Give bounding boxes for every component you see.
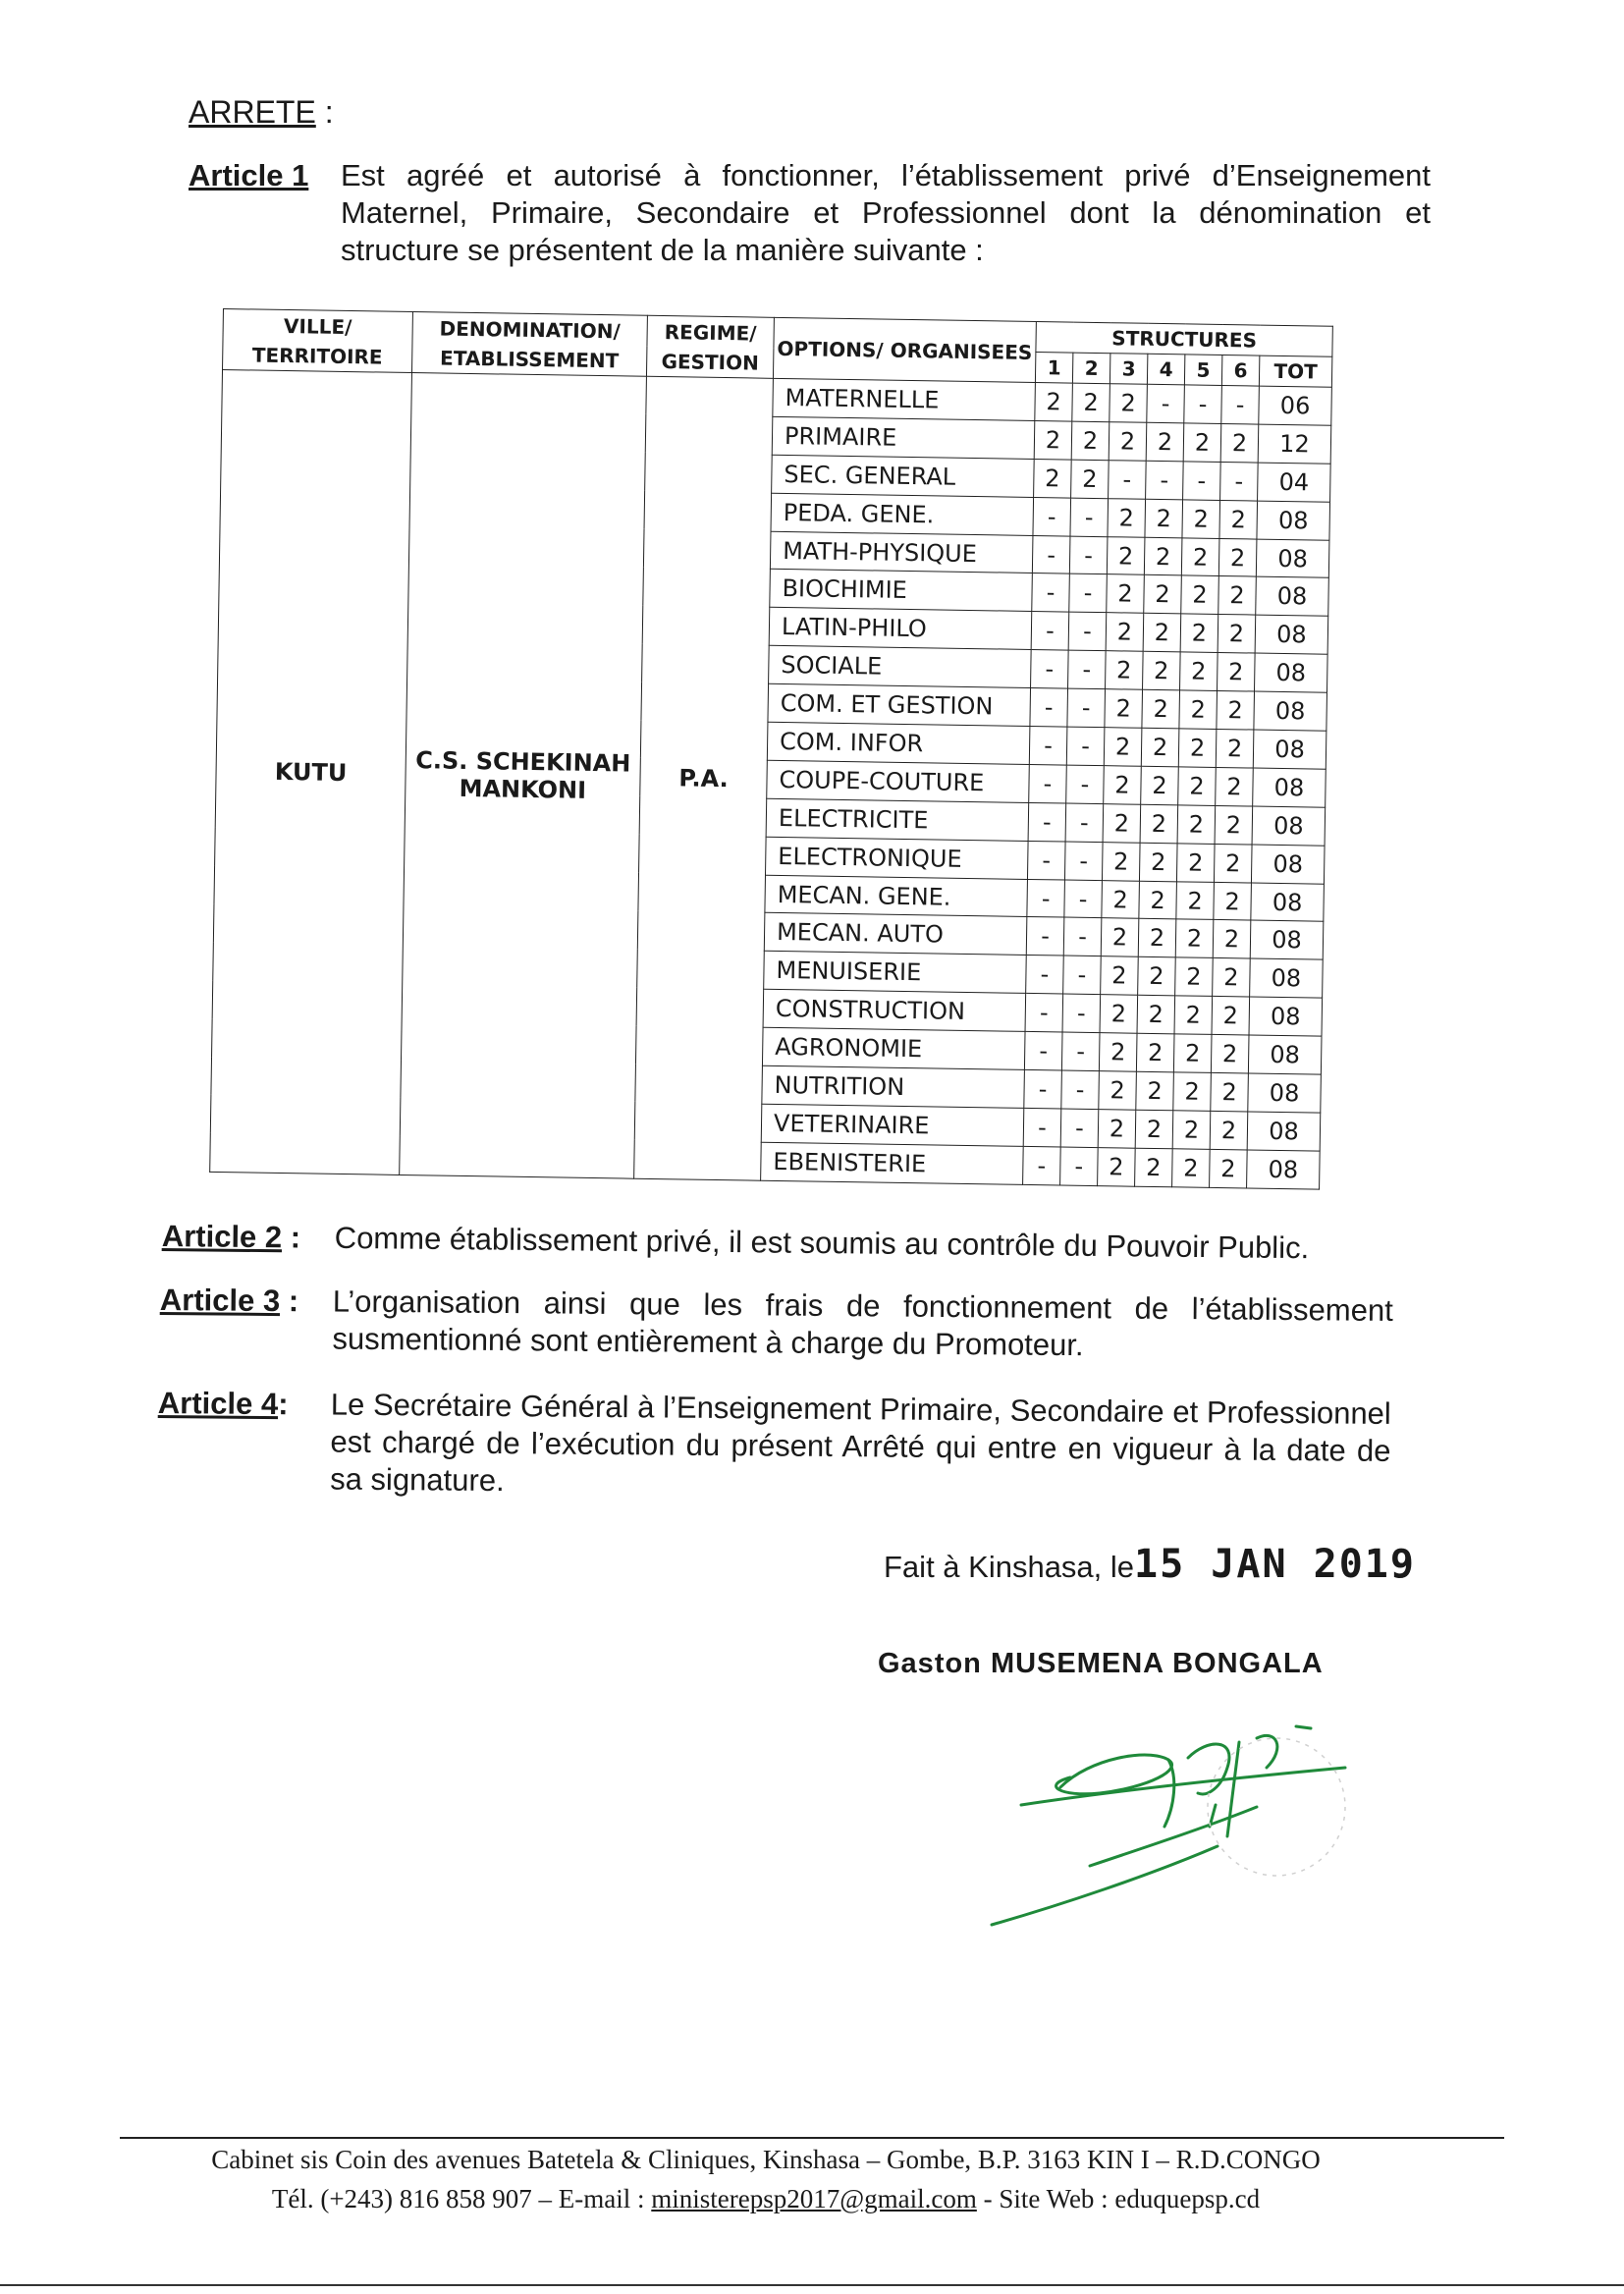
- structure-value-cell: -: [1031, 612, 1069, 650]
- option-cell: MECAN. AUTO: [764, 913, 1027, 956]
- structure-col-6: 6: [1221, 355, 1259, 386]
- structure-value-cell: 2: [1178, 729, 1217, 767]
- option-cell: MENUISERIE: [764, 952, 1027, 994]
- structure-value-cell: 2: [1174, 996, 1213, 1034]
- footer-address: Cabinet sis Coin des avenues Batetela & Cliniques, Kinshasa – Gombe, B.P. 3163 KIN I – R.D.CONGO: [211, 2145, 1321, 2174]
- option-cell: PEDA. GENE.: [771, 493, 1034, 535]
- structure-value-cell: 2: [1219, 500, 1258, 538]
- footer-rule: [120, 2137, 1504, 2139]
- structure-value-cell: 2: [1176, 881, 1215, 919]
- option-cell: COM. INFOR: [767, 722, 1030, 764]
- structure-value-cell: 2: [1180, 614, 1218, 652]
- option-cell: SOCIALE: [769, 646, 1032, 688]
- structure-value-cell: 2: [1210, 1149, 1248, 1187]
- article-label-text: Article 1: [189, 158, 309, 192]
- total-cell: 08: [1255, 615, 1328, 654]
- total-cell: 08: [1256, 539, 1329, 578]
- structure-value-cell: 2: [1108, 498, 1146, 536]
- option-cell: VETERINAIRE: [761, 1104, 1024, 1146]
- article-label-sep: :: [280, 1284, 299, 1319]
- structure-value-cell: -: [1147, 384, 1185, 422]
- structure-value-cell: 2: [1099, 1033, 1137, 1071]
- structure-value-cell: 2: [1178, 767, 1217, 805]
- structure-value-cell: 2: [1210, 1111, 1248, 1149]
- structure-value-cell: -: [1060, 1109, 1099, 1147]
- structure-value-cell: -: [1066, 727, 1105, 765]
- structure-value-cell: 2: [1107, 536, 1145, 574]
- structure-value-cell: 2: [1181, 575, 1219, 614]
- structure-value-cell: 2: [1176, 844, 1215, 882]
- option-cell: NUTRITION: [762, 1065, 1025, 1108]
- structure-value-cell: 2: [1071, 460, 1110, 498]
- structure-value-cell: -: [1027, 841, 1065, 879]
- total-cell: 08: [1252, 806, 1326, 846]
- cell-denomination: C.S. SCHEKINAH MANKONI: [400, 373, 647, 1178]
- arrete-suffix: :: [315, 94, 334, 130]
- structure-value-cell: 2: [1072, 383, 1110, 421]
- structure-value-cell: 2: [1218, 615, 1256, 653]
- option-cell: ELECTRICITE: [766, 798, 1029, 841]
- total-cell: 08: [1249, 997, 1323, 1036]
- structure-value-cell: -: [1069, 574, 1108, 613]
- structure-value-cell: -: [1030, 688, 1068, 727]
- cell-regime: P.A.: [634, 376, 774, 1180]
- article-label-sep: :: [281, 1220, 301, 1255]
- header-regime: REGIME/ GESTION: [646, 315, 774, 378]
- article-label: [160, 1282, 299, 1320]
- structure-value-cell: -: [1023, 1146, 1061, 1184]
- structure-value-cell: 2: [1180, 652, 1218, 690]
- structure-value-cell: -: [1029, 726, 1067, 764]
- structure-value-cell: 2: [1141, 766, 1179, 804]
- structure-value-cell: 2: [1212, 997, 1250, 1035]
- structure-value-cell: 2: [1104, 766, 1142, 804]
- structure-value-cell: -: [1032, 574, 1070, 612]
- structure-value-cell: -: [1060, 1147, 1099, 1185]
- structure-col-4: 4: [1147, 354, 1184, 385]
- structure-value-cell: 2: [1173, 1034, 1212, 1072]
- article-4: [157, 1385, 1435, 1499]
- total-cell: 08: [1247, 1150, 1321, 1189]
- total-cell: 12: [1258, 424, 1331, 464]
- structure-value-cell: -: [1067, 688, 1106, 727]
- structure-value-cell: -: [1062, 994, 1101, 1032]
- structure-value-cell: 2: [1141, 728, 1179, 766]
- structure-value-cell: 2: [1136, 1033, 1174, 1071]
- structure-value-cell: 2: [1143, 614, 1181, 652]
- option-cell: EBENISTERIE: [761, 1142, 1024, 1184]
- structure-col-3: 3: [1110, 354, 1147, 385]
- total-cell: 08: [1255, 653, 1328, 692]
- article-text: Le Secrétaire Général à l’Enseignement Primaire, Secondaire et Professionnel est chargé de l’exécution du présent Arrêté qui entre en vigueur à la date de sa signature.: [330, 1387, 1391, 1499]
- footer-site: - Site Web : eduquepsp.cd: [983, 2184, 1261, 2213]
- header-ville: VILLE/ TERRITOIRE: [223, 309, 413, 373]
- structure-value-cell: 2: [1101, 956, 1139, 995]
- total-cell: 08: [1251, 845, 1325, 884]
- total-cell: 08: [1253, 768, 1326, 807]
- structure-value-cell: -: [1024, 1069, 1062, 1108]
- structure-value-cell: 2: [1213, 920, 1251, 958]
- structure-value-cell: 2: [1146, 422, 1184, 461]
- structure-value-cell: 2: [1172, 1111, 1211, 1149]
- structure-value-cell: 2: [1139, 881, 1177, 919]
- structure-value-cell: 2: [1181, 537, 1219, 575]
- structure-value-cell: 2: [1098, 1147, 1136, 1185]
- footer-contact: [147, 2184, 1384, 2214]
- structure-value-cell: 2: [1139, 843, 1177, 881]
- header-denomination: DENOMINATION/ ETABLISSEMENT: [411, 312, 647, 377]
- article-label-text: Article 4: [157, 1386, 279, 1422]
- structure-value-cell: 2: [1138, 957, 1176, 996]
- article-label: [162, 1218, 301, 1256]
- structure-value-cell: 2: [1109, 422, 1147, 461]
- structure-value-cell: 2: [1211, 1072, 1249, 1111]
- handwritten-signature: [982, 1699, 1394, 1935]
- structure-value-cell: 2: [1215, 805, 1253, 844]
- structure-value-cell: 2: [1100, 995, 1138, 1033]
- structure-value-cell: -: [1066, 765, 1105, 803]
- header-structures: STRUCTURES: [1036, 322, 1332, 357]
- structure-table: [209, 308, 1333, 1189]
- option-cell: MECAN. GENE.: [765, 875, 1028, 917]
- structure-value-cell: 2: [1177, 805, 1216, 844]
- structure-value-cell: -: [1146, 461, 1184, 499]
- structure-value-cell: -: [1064, 842, 1103, 880]
- header-options: OPTIONS/ ORGANISEES: [773, 317, 1036, 382]
- structure-value-cell: 2: [1211, 1035, 1249, 1073]
- structure-value-cell: -: [1109, 460, 1147, 498]
- structure-value-cell: -: [1221, 385, 1260, 423]
- structure-value-cell: -: [1065, 803, 1104, 842]
- structure-value-cell: -: [1063, 956, 1102, 994]
- structure-value-cell: -: [1026, 917, 1064, 956]
- article-label-sep: :: [278, 1387, 289, 1422]
- structure-value-cell: 2: [1035, 383, 1073, 421]
- date-stamp: 15 JAN 2019: [1134, 1542, 1416, 1587]
- structure-value-cell: 2: [1216, 729, 1254, 767]
- structure-value-cell: -: [1026, 956, 1064, 994]
- structure-value-cell: 2: [1034, 459, 1072, 497]
- structure-value-cell: 2: [1144, 575, 1182, 614]
- structure-value-cell: 2: [1218, 538, 1257, 576]
- structure-value-cell: 2: [1071, 421, 1110, 460]
- structure-value-cell: 2: [1103, 803, 1141, 842]
- option-cell: COM. ET GESTION: [768, 683, 1031, 726]
- structure-value-cell: 2: [1101, 918, 1139, 956]
- place-date: [884, 1542, 1416, 1587]
- arrete-word: ARRETE: [189, 94, 316, 130]
- structure-value-cell: -: [1031, 650, 1069, 688]
- structure-value-cell: 2: [1214, 844, 1252, 882]
- option-cell: PRIMAIRE: [772, 416, 1035, 459]
- article-3: [159, 1282, 1436, 1363]
- option-cell: COUPE-COUTURE: [767, 760, 1030, 802]
- structure-value-cell: -: [1061, 1070, 1100, 1109]
- total-cell: 08: [1253, 730, 1326, 769]
- structure-value-cell: 2: [1179, 690, 1218, 729]
- structure-value-cell: -: [1061, 1032, 1100, 1070]
- article-label: [189, 157, 308, 194]
- structure-value-cell: -: [1028, 802, 1066, 841]
- structure-col-1: 1: [1035, 353, 1072, 384]
- structure-value-cell: 2: [1175, 957, 1214, 996]
- structure-col-5: 5: [1184, 355, 1221, 386]
- article-label-text: Article 3: [159, 1283, 281, 1319]
- article-text: L’organisation ainsi que les frais de fonctionnement de l’établissement susmentionné sont entièrement à charge du Promoteur.: [332, 1284, 1393, 1363]
- table-header-row: [223, 309, 1332, 357]
- structure-value-cell: -: [1064, 880, 1103, 918]
- structure-value-cell: 2: [1136, 1071, 1174, 1110]
- total-cell: 08: [1257, 501, 1330, 540]
- structure-value-cell: 2: [1099, 1071, 1137, 1110]
- structure-value-cell: 2: [1145, 499, 1183, 537]
- structure-value-cell: 2: [1105, 689, 1143, 728]
- structure-value-cell: -: [1029, 764, 1067, 802]
- total-cell: 08: [1247, 1112, 1321, 1151]
- structure-value-cell: -: [1033, 497, 1071, 535]
- structure-value-cell: 2: [1220, 423, 1259, 462]
- structure-value-cell: -: [1032, 535, 1070, 574]
- structure-value-cell: 2: [1182, 500, 1220, 538]
- structure-value-cell: 2: [1137, 995, 1175, 1033]
- structure-value-cell: 2: [1218, 653, 1256, 691]
- footer-email-link[interactable]: ministerepsp2017@gmail.com: [651, 2184, 977, 2213]
- article-label: [158, 1385, 289, 1423]
- structure-value-cell: -: [1068, 650, 1107, 688]
- structure-value-cell: 2: [1135, 1148, 1173, 1186]
- structure-value-cell: 2: [1144, 537, 1182, 575]
- total-cell: 08: [1250, 920, 1324, 959]
- page-bottom-edge: [0, 2284, 1624, 2286]
- structure-value-cell: 2: [1213, 958, 1251, 997]
- structure-value-cell: 2: [1142, 689, 1180, 728]
- structure-col-7: TOT: [1259, 355, 1331, 387]
- structure-value-cell: -: [1070, 498, 1109, 536]
- structure-col-2: 2: [1072, 353, 1110, 384]
- structure-value-cell: 2: [1175, 919, 1214, 957]
- total-cell: 08: [1256, 577, 1329, 617]
- structure-value-cell: 2: [1107, 574, 1145, 613]
- total-cell: 08: [1251, 883, 1325, 922]
- structure-value-cell: -: [1023, 1108, 1061, 1146]
- structure-value-cell: -: [1183, 462, 1221, 500]
- structure-value-cell: 2: [1104, 728, 1142, 766]
- structure-value-cell: 2: [1106, 651, 1144, 689]
- structure-value-cell: 2: [1183, 423, 1221, 462]
- structure-value-cell: 2: [1110, 384, 1148, 422]
- total-cell: 04: [1258, 463, 1331, 502]
- article-text: Est agréé et autorisé à fonctionner, l’établissement privé d’Enseignement Maternel, Primaire, Secondaire et Professionnel dont la dénomination et structure se présentent de la manière suivante :: [341, 158, 1431, 267]
- place-text: Fait à Kinshasa, le: [884, 1550, 1135, 1584]
- structure-value-cell: 2: [1172, 1149, 1211, 1187]
- cell-ville: KUTU: [210, 370, 412, 1175]
- signer-name: Gaston MUSEMENA BONGALA: [878, 1648, 1324, 1679]
- total-cell: 08: [1248, 1035, 1322, 1074]
- article-text: Comme établissement privé, il est soumis au contrôle du Pouvoir Public.: [334, 1220, 1310, 1266]
- option-cell: CONSTRUCTION: [763, 989, 1026, 1031]
- structure-value-cell: 2: [1218, 576, 1257, 615]
- structure-value-cell: -: [1069, 536, 1108, 574]
- structure-value-cell: 2: [1106, 613, 1144, 651]
- structure-value-cell: 2: [1098, 1110, 1136, 1148]
- footer-tel: Tél. (+243) 816 858 907 – E-mail :: [271, 2184, 645, 2213]
- article-label-text: Article 2: [161, 1219, 283, 1255]
- structure-value-cell: -: [1068, 612, 1107, 650]
- structure-value-cell: 2: [1216, 767, 1254, 805]
- structure-value-cell: -: [1063, 918, 1102, 956]
- article-2: [161, 1218, 1438, 1266]
- structure-value-cell: -: [1027, 879, 1065, 917]
- structure-value-cell: 2: [1102, 842, 1140, 880]
- option-cell: MATH-PHYSIQUE: [770, 531, 1033, 574]
- option-cell: ELECTRONIQUE: [766, 837, 1029, 879]
- structure-value-cell: 2: [1138, 919, 1176, 957]
- structure-value-cell: 2: [1034, 420, 1072, 459]
- option-cell: LATIN-PHILO: [769, 608, 1032, 650]
- structure-value-cell: -: [1024, 1032, 1062, 1070]
- option-cell: BIOCHIMIE: [770, 570, 1033, 612]
- structure-value-cell: -: [1184, 385, 1222, 423]
- total-cell: 06: [1259, 386, 1332, 425]
- total-cell: 08: [1250, 958, 1324, 998]
- structure-value-cell: 2: [1140, 804, 1178, 843]
- structure-value-cell: -: [1025, 994, 1063, 1032]
- arrete-heading: [189, 94, 334, 131]
- total-cell: 08: [1248, 1073, 1322, 1113]
- structure-value-cell: 2: [1102, 880, 1140, 918]
- option-cell: SEC. GENERAL: [772, 455, 1035, 497]
- total-cell: 08: [1254, 691, 1327, 731]
- structure-value-cell: 2: [1173, 1072, 1212, 1111]
- structure-value-cell: -: [1220, 462, 1259, 500]
- structure-value-cell: 2: [1214, 882, 1252, 920]
- structure-value-cell: 2: [1143, 651, 1181, 689]
- structure-value-cell: 2: [1135, 1110, 1173, 1148]
- structure-value-cell: 2: [1217, 691, 1255, 730]
- option-cell: MATERNELLE: [773, 378, 1036, 420]
- option-cell: AGRONOMIE: [762, 1027, 1025, 1069]
